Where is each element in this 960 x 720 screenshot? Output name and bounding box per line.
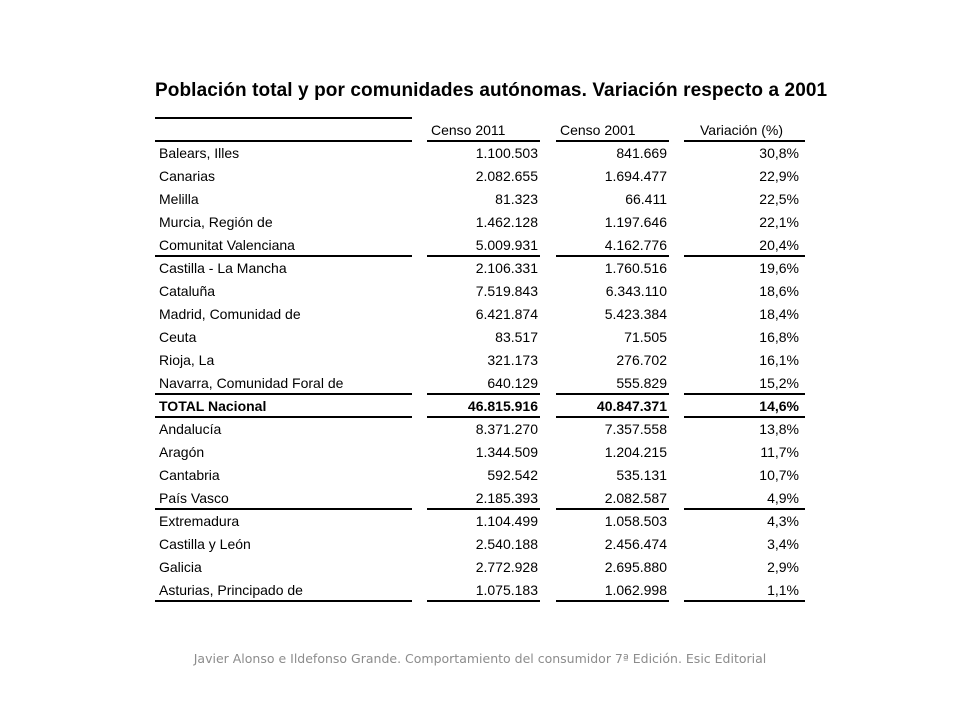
variacion-cell: 16,1%	[759, 352, 799, 368]
source-citation: Javier Alonso e Ildefonso Grande. Comportamiento del consumidor 7ª Edición. Esic Editorial	[193, 651, 767, 666]
censo-2001-cell: 1.062.998	[556, 579, 669, 602]
censo-2011-cell: 46.815.916	[427, 395, 540, 418]
censo-2011-cell: 2.082.655	[475, 168, 538, 184]
censo-2001-cell: 1.204.215	[604, 444, 667, 460]
header-censo-2001: Censo 2001	[556, 117, 669, 142]
censo-2011-cell: 640.129	[427, 372, 540, 395]
censo-2001-cell: 535.131	[616, 467, 667, 483]
variacion-cell: 10,7%	[759, 467, 799, 483]
table-row	[155, 487, 805, 510]
table-row	[155, 556, 805, 579]
censo-2011-cell: 83.517	[495, 329, 538, 345]
header-censo-2011: Censo 2011	[427, 117, 540, 142]
censo-2001-cell: 555.829	[556, 372, 669, 395]
censo-2001-cell: 71.505	[624, 329, 667, 345]
variacion-cell: 20,4%	[684, 234, 805, 257]
variacion-cell: 18,4%	[759, 306, 799, 322]
variacion-cell: 19,6%	[759, 260, 799, 276]
censo-2011-cell: 1.462.128	[475, 214, 538, 230]
censo-2001-cell: 2.695.880	[604, 559, 667, 575]
variacion-cell: 4,3%	[767, 513, 799, 529]
region-cell: País Vasco	[155, 487, 412, 510]
table-row	[155, 188, 805, 211]
region-cell: Murcia, Región de	[159, 214, 273, 230]
variacion-cell: 15,2%	[684, 372, 805, 395]
region-cell: Balears, Illes	[159, 145, 240, 161]
region-cell: Extremadura	[159, 513, 240, 529]
censo-2001-cell: 2.456.474	[604, 536, 667, 552]
censo-2011-cell: 2.540.188	[475, 536, 538, 552]
table-header-row	[155, 117, 805, 142]
region-cell: Ceuta	[159, 329, 197, 345]
header-variacion: Variación (%)	[684, 117, 805, 142]
region-cell: Rioja, La	[159, 352, 215, 368]
censo-2011-cell: 8.371.270	[475, 421, 538, 437]
variacion-cell: 2,9%	[767, 559, 799, 575]
region-cell: Melilla	[159, 191, 199, 207]
censo-2011-cell: 81.323	[495, 191, 538, 207]
variacion-cell: 1,1%	[684, 579, 805, 602]
table-row	[155, 533, 805, 556]
region-cell: Cataluña	[159, 283, 216, 299]
censo-2001-cell: 276.702	[616, 352, 667, 368]
region-cell: Castilla - La Mancha	[159, 260, 287, 276]
censo-2011-cell: 592.542	[487, 467, 538, 483]
variacion-cell: 13,8%	[759, 421, 799, 437]
censo-2011-cell: 5.009.931	[427, 234, 540, 257]
censo-2011-cell: 321.173	[487, 352, 538, 368]
table-row	[155, 257, 805, 280]
variacion-cell: 3,4%	[767, 536, 799, 552]
variacion-cell: 22,1%	[759, 214, 799, 230]
table-row	[155, 579, 805, 602]
table-title: Población total y por comunidades autónomas. Variación respecto a 2001	[155, 80, 828, 101]
region-cell: Galicia	[159, 559, 202, 575]
censo-2001-cell: 1.197.646	[604, 214, 667, 230]
censo-2001-cell: 6.343.110	[605, 283, 667, 299]
censo-2011-cell: 2.772.928	[475, 559, 538, 575]
censo-2011-cell: 2.185.393	[427, 487, 540, 510]
region-cell: Castilla y León	[159, 536, 251, 552]
region-cell: Andalucía	[159, 421, 222, 437]
region-cell: Navarra, Comunidad Foral de	[155, 372, 412, 395]
table-row	[155, 142, 805, 165]
censo-2011-cell: 2.106.331	[475, 260, 538, 276]
region-cell: Asturias, Principado de	[155, 579, 412, 602]
censo-2011-cell: 1.104.499	[475, 513, 538, 529]
table-row	[155, 280, 805, 303]
table-row	[155, 303, 805, 326]
censo-2001-cell: 66.411	[625, 191, 667, 207]
table-row	[155, 165, 805, 188]
table-row	[155, 418, 805, 441]
variacion-cell: 30,8%	[759, 145, 799, 161]
table-row	[155, 234, 805, 257]
variacion-cell: 16,8%	[759, 329, 799, 345]
table-row	[155, 211, 805, 234]
variacion-cell: 11,7%	[760, 444, 799, 460]
region-cell: Cantabria	[159, 467, 220, 483]
table-row	[155, 326, 805, 349]
region-cell: Aragón	[159, 444, 205, 460]
variacion-cell: 18,6%	[759, 283, 799, 299]
table-body	[155, 142, 805, 602]
censo-2001-cell: 841.669	[616, 145, 667, 161]
censo-2011-cell: 1.344.509	[475, 444, 538, 460]
censo-2001-cell: 4.162.776	[556, 234, 669, 257]
variacion-cell: 22,5%	[759, 191, 799, 207]
table-total-row	[155, 395, 805, 418]
region-cell: Comunitat Valenciana	[155, 234, 412, 257]
censo-2011-cell: 1.075.183	[427, 579, 540, 602]
table-row	[155, 349, 805, 372]
table-row	[155, 441, 805, 464]
table-row	[155, 464, 805, 487]
region-cell: TOTAL Nacional	[155, 395, 412, 418]
censo-2001-cell: 40.847.371	[556, 395, 669, 418]
censo-2011-cell: 1.100.503	[475, 145, 538, 161]
region-cell: Madrid, Comunidad de	[159, 306, 301, 322]
censo-2011-cell: 6.421.874	[475, 306, 538, 322]
header-region	[155, 117, 412, 142]
censo-2001-cell: 5.423.384	[604, 306, 667, 322]
table-row	[155, 510, 805, 533]
variacion-cell: 22,9%	[759, 168, 799, 184]
censo-2001-cell: 1.694.477	[604, 168, 667, 184]
censo-2001-cell: 1.760.516	[604, 260, 667, 276]
population-table	[155, 117, 805, 602]
region-cell: Canarias	[159, 168, 216, 184]
table-row	[155, 372, 805, 395]
variacion-cell: 14,6%	[684, 395, 805, 418]
censo-2001-cell: 2.082.587	[556, 487, 669, 510]
censo-2001-cell: 7.357.558	[604, 421, 667, 437]
censo-2001-cell: 1.058.503	[604, 513, 667, 529]
censo-2011-cell: 7.519.843	[475, 283, 538, 299]
variacion-cell: 4,9%	[684, 487, 805, 510]
